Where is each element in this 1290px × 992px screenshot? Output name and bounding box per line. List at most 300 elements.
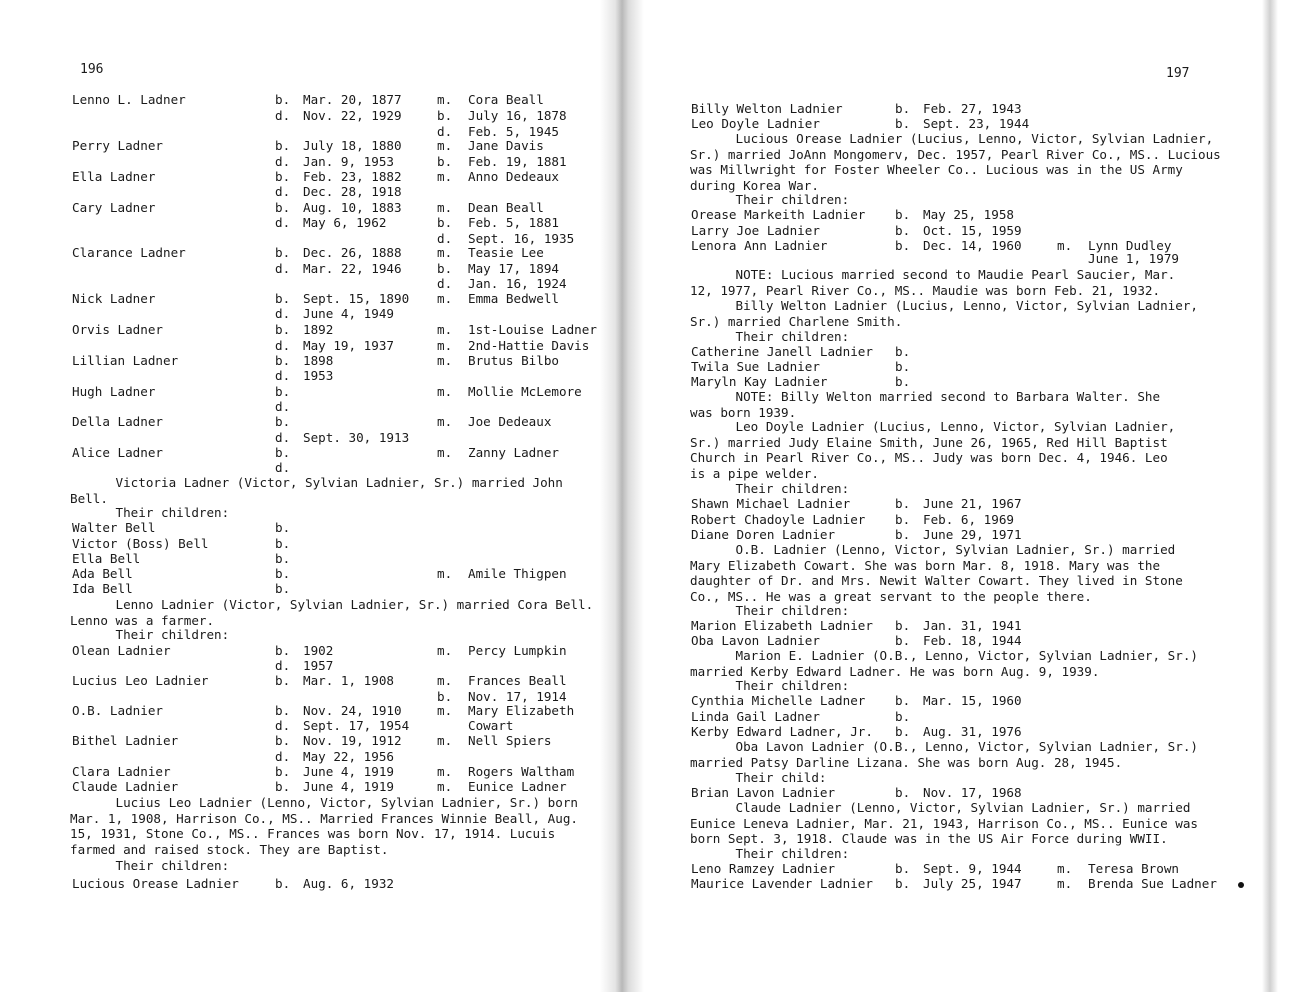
narrative-paragraph (690, 603, 849, 619)
narrative-paragraph (690, 419, 1175, 481)
paragraph-line: Billy Welton Ladnier (Lucius, Lenno, Victor, Sylvian Ladnier, (690, 298, 1198, 313)
entry-row (644, 633, 1264, 649)
entry-date: Jan. 31, 1941 (923, 618, 1022, 633)
entry-spouse: Sept. 16, 1935 (468, 231, 575, 246)
entry-name: Catherine Janell Ladnier (691, 344, 873, 359)
entry-m: m. (437, 291, 453, 306)
entry-spouse: July 16, 1878 (468, 108, 567, 123)
entry-date: June 4, 1919 (303, 764, 394, 779)
entry-m: b. (437, 108, 453, 123)
entry-spouse: Mary Elizabeth (468, 703, 575, 718)
entry-spouse: Frances Beall (468, 673, 567, 688)
entry-row (644, 693, 1264, 709)
entry-date: Feb. 27, 1943 (923, 101, 1022, 116)
entry-spouse: Mollie McLemore (468, 384, 582, 399)
entry-date: Mar. 22, 1946 (303, 261, 402, 276)
entry-bd: b. (895, 693, 911, 708)
entry-date: Aug. 10, 1883 (303, 200, 402, 215)
entry-name: Lenno L. Ladner (72, 92, 186, 107)
narrative-paragraph (70, 627, 229, 643)
entry-name: Lillian Ladner (72, 353, 179, 368)
entry-row (0, 322, 600, 338)
entry-row (644, 496, 1264, 512)
entry-row (644, 618, 1264, 634)
entry-bd: d. (275, 399, 291, 414)
entry-m: m. (437, 779, 453, 794)
entry-m: b. (437, 689, 453, 704)
entry-bd: b. (275, 138, 291, 153)
entry-spouse: Dean Beall (468, 200, 544, 215)
paragraph-line: Sr.) married JoAnn Mongomerv, Dec. 1957, Pearl River Co., MS.. Lucious (690, 146, 1221, 162)
entry-row (644, 359, 1264, 375)
paragraph-line: NOTE: Lucious married second to Maudie Pearl Saucier, Mar. (690, 267, 1176, 282)
entry-m: b. (437, 215, 453, 230)
entry-name: Maurice Lavender Ladnier (691, 876, 873, 891)
entry-bd: b. (895, 238, 911, 253)
paragraph-line: Marion E. Ladnier (O.B., Lenno, Victor, Sylvian Ladnier, Sr.) (690, 648, 1198, 663)
entry-date: July 18, 1880 (303, 138, 402, 153)
entry-date: Sept. 30, 1913 (303, 430, 410, 445)
entry-m: m. (1057, 238, 1073, 253)
page-edge-shadow (1262, 0, 1278, 992)
entry-spouse: Cowart (468, 718, 514, 733)
entry-bd: d. (275, 749, 291, 764)
entry-row (0, 733, 600, 749)
paragraph-line: Church in Pearl River Co., MS.. Judy was born Dec. 4, 1946. Leo (690, 450, 1168, 465)
entry-row (0, 520, 600, 536)
entry-bd: d. (275, 184, 291, 199)
entry-date: Sept. 23, 1944 (923, 116, 1030, 131)
entry-date: Mar. 1, 1908 (303, 673, 394, 688)
entry-date: Aug. 31, 1976 (923, 724, 1022, 739)
entry-m: m. (437, 384, 453, 399)
entry-spouse: 2nd-Hattie Davis (468, 338, 590, 353)
entry-spouse: Jane Davis (468, 138, 544, 153)
entry-date: 1902 (303, 643, 334, 658)
entry-row (0, 276, 600, 292)
entry-spouse: Amile Thigpen (468, 566, 567, 581)
entry-date: Nov. 24, 1910 (303, 703, 402, 718)
entry-row (0, 718, 600, 734)
entry-row (644, 527, 1264, 543)
entry-bd: b. (275, 92, 291, 107)
entry-row (0, 154, 600, 170)
narrative-paragraph (70, 858, 229, 874)
entry-spouse: Zanny Ladner (468, 445, 559, 460)
right-page (644, 0, 1264, 992)
entry-date: Mar. 15, 1960 (923, 693, 1022, 708)
paragraph-line: during Korea War. (690, 177, 819, 193)
entry-date: Feb. 18, 1944 (923, 633, 1022, 648)
entry-bd: d. (275, 261, 291, 276)
entry-bd: b. (275, 291, 291, 306)
entry-row (644, 876, 1264, 892)
entry-name: Hugh Ladner (72, 384, 156, 399)
entry-date: 1898 (303, 353, 334, 368)
entry-name: Clarance Ladner (72, 245, 186, 260)
entry-name: Bithel Ladnier (72, 733, 179, 748)
entry-date: 1957 (303, 658, 334, 673)
paragraph-line: Sr.) married Judy Elaine Smith, June 26, 1965, Red Hill Baptist (690, 434, 1168, 450)
entry-row (0, 536, 600, 552)
entry-bd: b. (275, 414, 291, 429)
narrative-paragraph (690, 389, 1160, 420)
entry-row (0, 261, 600, 277)
entry-spouse: Nell Spiers (468, 733, 552, 748)
entry-date: Aug. 6, 1932 (303, 876, 394, 891)
page-number: 197 (1166, 66, 1190, 81)
entry-row (0, 643, 600, 659)
entry-name: Ada Bell (72, 566, 133, 581)
entry-spouse: Teresa Brown (1088, 861, 1179, 876)
narrative-paragraph (70, 475, 563, 506)
entry-bd: b. (895, 101, 911, 116)
entry-bd: d. (275, 460, 291, 475)
entry-row (644, 724, 1264, 740)
entry-spouse: Jan. 16, 1924 (468, 276, 567, 291)
narrative-paragraph (690, 481, 849, 497)
entry-row (644, 207, 1264, 223)
entry-date: Nov. 17, 1968 (923, 785, 1022, 800)
entry-name: Lenora Ann Ladnier (691, 238, 828, 253)
entry-bd: d. (275, 368, 291, 383)
entry-spouse: 1st-Louise Ladner (468, 322, 597, 337)
entry-name: Alice Ladner (72, 445, 163, 460)
entry-spouse: Anno Dedeaux (468, 169, 559, 184)
entry-name: Ella Ladner (72, 169, 156, 184)
entry-name: Orvis Ladner (72, 322, 163, 337)
entry-row (0, 306, 600, 322)
entry-name: Diane Doren Ladnier (691, 527, 836, 542)
entry-row (0, 581, 600, 597)
page-number: 196 (80, 62, 104, 77)
paragraph-line: Their children: (690, 846, 850, 861)
entry-m: m. (437, 414, 453, 429)
entry-bd: b. (895, 496, 911, 511)
narrative-paragraph (70, 505, 229, 521)
entry-date: Sept. 15, 1890 (303, 291, 410, 306)
paragraph-line: Their children: (690, 329, 850, 344)
paragraph-line: Mar. 1, 1908, Harrison Co., MS.. Married Frances Winnie Beall, Aug. (70, 810, 578, 826)
entry-bd: b. (275, 551, 291, 566)
entry-m: m. (437, 445, 453, 460)
entry-row (644, 251, 1264, 267)
paragraph-line: Oba Lavon Ladnier (O.B., Lenno, Victor, Sylvian Ladnier, Sr.) (690, 739, 1198, 754)
entry-bd: b. (275, 581, 291, 596)
entry-name: Cynthia Michelle Ladner (691, 693, 866, 708)
entry-date: Dec. 14, 1960 (923, 238, 1022, 253)
entry-bd: b. (895, 207, 911, 222)
entry-date: May 19, 1937 (303, 338, 394, 353)
entry-row (644, 785, 1264, 801)
entry-date: Sept. 9, 1944 (923, 861, 1022, 876)
entry-name: Victor (Boss) Bell (72, 536, 209, 551)
entry-name: Lucius Leo Ladnier (72, 673, 209, 688)
left-page (0, 0, 600, 992)
paragraph-line: Their children: (690, 603, 850, 618)
entry-row (644, 116, 1264, 132)
paragraph-line: Their children: (690, 481, 850, 496)
entry-row (0, 749, 600, 765)
entry-row (644, 223, 1264, 239)
paragraph-line: NOTE: Billy Welton married second to Barbara Walter. She (690, 389, 1161, 404)
entry-bd: b. (275, 445, 291, 460)
narrative-paragraph (690, 131, 1221, 193)
entry-date: Oct. 15, 1959 (923, 223, 1022, 238)
entry-m: m. (437, 245, 453, 260)
paragraph-line: Mary Elizabeth Cowart. She was born Mar. 8, 1918. Mary was the (690, 557, 1161, 573)
entry-row (644, 709, 1264, 725)
entry-bd: b. (275, 733, 291, 748)
paragraph-line: Eunice Leneva Ladnier, Mar. 21, 1943, Harrison Co., MS.. Eunice was (690, 815, 1198, 831)
entry-date: Dec. 26, 1888 (303, 245, 402, 260)
paragraph-line: daughter of Dr. and Mrs. Newit Walter Cowart. They lived in Stone (690, 573, 1183, 588)
paragraph-line: Sr.) married Charlene Smith. (690, 313, 903, 329)
entry-spouse: Teasie Lee (468, 245, 544, 260)
entry-row (0, 353, 600, 369)
entry-row (0, 108, 600, 124)
entry-spouse: Percy Lumpkin (468, 643, 567, 658)
entry-date: Dec. 28, 1918 (303, 184, 402, 199)
entry-bd: b. (895, 359, 911, 374)
entry-row (0, 384, 600, 400)
narrative-paragraph (690, 648, 1198, 679)
paragraph-line: Bell. (70, 490, 108, 506)
entry-name: Twila Sue Ladnier (691, 359, 820, 374)
entry-date: June 4, 1919 (303, 779, 394, 794)
entry-bd: b. (895, 223, 911, 238)
entry-bd: b. (275, 353, 291, 368)
entry-m: m. (437, 92, 453, 107)
paragraph-line: born Sept. 3, 1918. Claude was in the US Air Force during WWII. (690, 831, 1168, 846)
entry-bd: b. (275, 566, 291, 581)
entry-spouse: Emma Bedwell (468, 291, 559, 306)
entry-m: m. (1057, 861, 1073, 876)
entry-m: m. (437, 169, 453, 184)
entry-m: m. (437, 322, 453, 337)
paragraph-line: Their children: (70, 505, 230, 520)
entry-row (0, 658, 600, 674)
entry-name: Ella Bell (72, 551, 141, 566)
entry-name: O.B. Ladnier (72, 703, 163, 718)
entry-name: Orease Markeith Ladnier (691, 207, 866, 222)
paragraph-line: Their children: (690, 678, 850, 693)
entry-name: Nick Ladner (72, 291, 156, 306)
entry-bd: b. (275, 245, 291, 260)
entry-name: Maryln Kay Ladnier (691, 374, 828, 389)
entry-name: Leno Ramzey Ladnier (691, 861, 836, 876)
paragraph-line: was born 1939. (690, 404, 797, 420)
entry-spouse: May 17, 1894 (468, 261, 559, 276)
entry-name: Leo Doyle Ladnier (691, 116, 820, 131)
entry-bd: b. (275, 169, 291, 184)
entry-bd: b. (275, 643, 291, 658)
paragraph-line: Their children: (690, 192, 850, 207)
entry-bd: d. (275, 430, 291, 445)
entry-spouse: Cora Beall (468, 92, 544, 107)
narrative-paragraph (690, 192, 849, 208)
paragraph-line: farmed and raised stock. They are Baptist. (70, 841, 389, 857)
entry-name: Perry Ladner (72, 138, 163, 153)
entry-bd: b. (895, 724, 911, 739)
entry-name: Claude Ladnier (72, 779, 179, 794)
narrative-paragraph (690, 770, 826, 786)
entry-bd: b. (895, 618, 911, 633)
entry-name: Brian Lavon Ladnier (691, 785, 836, 800)
entry-bd: b. (275, 703, 291, 718)
entry-name: Oba Lavon Ladnier (691, 633, 820, 648)
entry-name: Shawn Michael Ladnier (691, 496, 851, 511)
narrative-paragraph (690, 739, 1198, 770)
narrative-paragraph (690, 846, 849, 862)
paragraph-line: Lenno was a farmer. (70, 612, 215, 628)
entry-name: Cary Ladner (72, 200, 156, 215)
entry-bd: d. (275, 154, 291, 169)
paragraph-line: Lucius Leo Ladnier (Lenno, Victor, Sylvian Ladnier, Sr.) born (70, 795, 578, 810)
entry-row (644, 101, 1264, 117)
entry-row (0, 876, 600, 892)
entry-m: m. (437, 138, 453, 153)
entry-name: Marion Elizabeth Ladnier (691, 618, 873, 633)
entry-row (0, 138, 600, 154)
paragraph-line: O.B. Ladnier (Lenno, Victor, Sylvian Ladnier, Sr.) married (690, 542, 1176, 557)
entry-m: m. (437, 703, 453, 718)
entry-bd: d. (275, 658, 291, 673)
entry-date: Nov. 22, 1929 (303, 108, 402, 123)
entry-bd: b. (275, 673, 291, 688)
entry-name: Billy Welton Ladnier (691, 101, 843, 116)
entry-name: Robert Chadoyle Ladnier (691, 512, 866, 527)
entry-row (0, 92, 600, 108)
entry-bd: d. (275, 338, 291, 353)
narrative-paragraph (690, 800, 1198, 847)
entry-row (0, 245, 600, 261)
paragraph-line: Leo Doyle Ladnier (Lucius, Lenno, Victor, Sylvian Ladnier, (690, 419, 1176, 434)
entry-bd: b. (895, 527, 911, 542)
entry-name: Della Ladner (72, 414, 163, 429)
narrative-paragraph (70, 795, 578, 857)
entry-bd: b. (895, 785, 911, 800)
entry-bd: b. (895, 876, 911, 891)
entry-bd: b. (275, 384, 291, 399)
entry-bd: b. (275, 200, 291, 215)
entry-name: Larry Joe Ladnier (691, 223, 820, 238)
entry-name: Walter Bell (72, 520, 156, 535)
entry-bd: d. (275, 718, 291, 733)
entry-row (644, 512, 1264, 528)
entry-bd: b. (275, 322, 291, 337)
paragraph-line: Their children: (70, 858, 230, 873)
entry-row (0, 551, 600, 567)
narrative-paragraph (690, 542, 1183, 604)
entry-date: Mar. 20, 1877 (303, 92, 402, 107)
paragraph-line: 15, 1931, Stone Co., MS.. Frances was born Nov. 17, 1914. Lucuis (70, 826, 556, 841)
paragraph-line: Co., MS.. He was a great servant to the people there. (690, 588, 1092, 604)
entry-row (644, 861, 1264, 877)
entry-row (0, 368, 600, 384)
entry-date: May 6, 1962 (303, 215, 387, 230)
paragraph-line: Claude Ladnier (Lenno, Victor, Sylvian Ladnier, Sr.) married (690, 800, 1191, 815)
paragraph-line: Lucious Orease Ladnier (Lucius, Lenno, Victor, Sylvian Ladnier, (690, 131, 1214, 146)
entry-date: Jan. 9, 1953 (303, 154, 394, 169)
narrative-paragraph (70, 597, 593, 628)
entry-row (0, 184, 600, 200)
entry-date: July 25, 1947 (923, 876, 1022, 891)
entry-spouse: Brutus Bilbo (468, 353, 559, 368)
entry-row (0, 430, 600, 446)
narrative-paragraph (690, 678, 849, 694)
entry-bd: b. (895, 116, 911, 131)
entry-name: Kerby Edward Ladner, Jr. (691, 724, 873, 739)
narrative-paragraph (690, 298, 1198, 329)
entry-spouse: Rogers Waltham (468, 764, 575, 779)
paragraph-line: Their children: (70, 627, 230, 642)
entry-spouse: Lynn Dudley (1088, 238, 1172, 253)
entry-date: June 4, 1949 (303, 306, 394, 321)
entry-name: Lucious Orease Ladnier (72, 876, 239, 891)
paragraph-line: is a pipe welder. (690, 465, 819, 481)
entry-bd: b. (895, 861, 911, 876)
entry-m: m. (437, 200, 453, 215)
entry-row (0, 200, 600, 216)
paragraph-line: was Millwright for Foster Wheeler Co.. Lucious was in the US Army (690, 162, 1183, 177)
entry-m: b. (437, 261, 453, 276)
entry-row (0, 215, 600, 231)
paragraph-line: 12, 1977, Pearl River Co., MS.. Maudie was born Feb. 21, 1932. (690, 282, 1161, 298)
entry-row (0, 460, 600, 476)
entry-row (0, 703, 600, 719)
entry-m: m. (437, 764, 453, 779)
entry-bd: b. (275, 520, 291, 535)
paragraph-line: Victoria Ladner (Victor, Sylvian Ladnier, Sr.) married John (70, 475, 563, 490)
entry-row (644, 374, 1264, 390)
paragraph-line: Their child: (690, 770, 827, 785)
entry-bd: b. (275, 876, 291, 891)
entry-date: June 29, 1971 (923, 527, 1022, 542)
entry-m: m. (1057, 876, 1073, 891)
narrative-paragraph (690, 267, 1175, 298)
entry-row (0, 414, 600, 430)
entry-spouse: Joe Dedeaux (468, 414, 552, 429)
entry-name: Linda Gail Ladner (691, 709, 820, 724)
book-gutter (600, 0, 644, 992)
entry-date: May 22, 1956 (303, 749, 394, 764)
entry-date: Sept. 17, 1954 (303, 718, 410, 733)
entry-row (0, 566, 600, 582)
narrative-paragraph (690, 329, 849, 345)
entry-date: June 21, 1967 (923, 496, 1022, 511)
entry-m: d. (437, 276, 453, 291)
entry-m: m. (437, 338, 453, 353)
entry-spouse: Feb. 19, 1881 (468, 154, 567, 169)
entry-m: d. (437, 124, 453, 139)
entry-bd: b. (895, 344, 911, 359)
entry-spouse: Eunice Ladner (468, 779, 567, 794)
entry-spouse: Nov. 17, 1914 (468, 689, 567, 704)
entry-row (0, 673, 600, 689)
entry-bd: d. (275, 306, 291, 321)
entry-name: Olean Ladnier (72, 643, 171, 658)
entry-row (0, 291, 600, 307)
entry-bd: b. (895, 633, 911, 648)
entry-row (0, 169, 600, 185)
entry-m: b. (437, 154, 453, 169)
paragraph-line: married Patsy Darline Lizana. She was born Aug. 28, 1945. (690, 754, 1123, 770)
entry-row (644, 344, 1264, 360)
entry-bd: b. (275, 536, 291, 551)
entry-row (0, 399, 600, 415)
entry-row (0, 338, 600, 354)
